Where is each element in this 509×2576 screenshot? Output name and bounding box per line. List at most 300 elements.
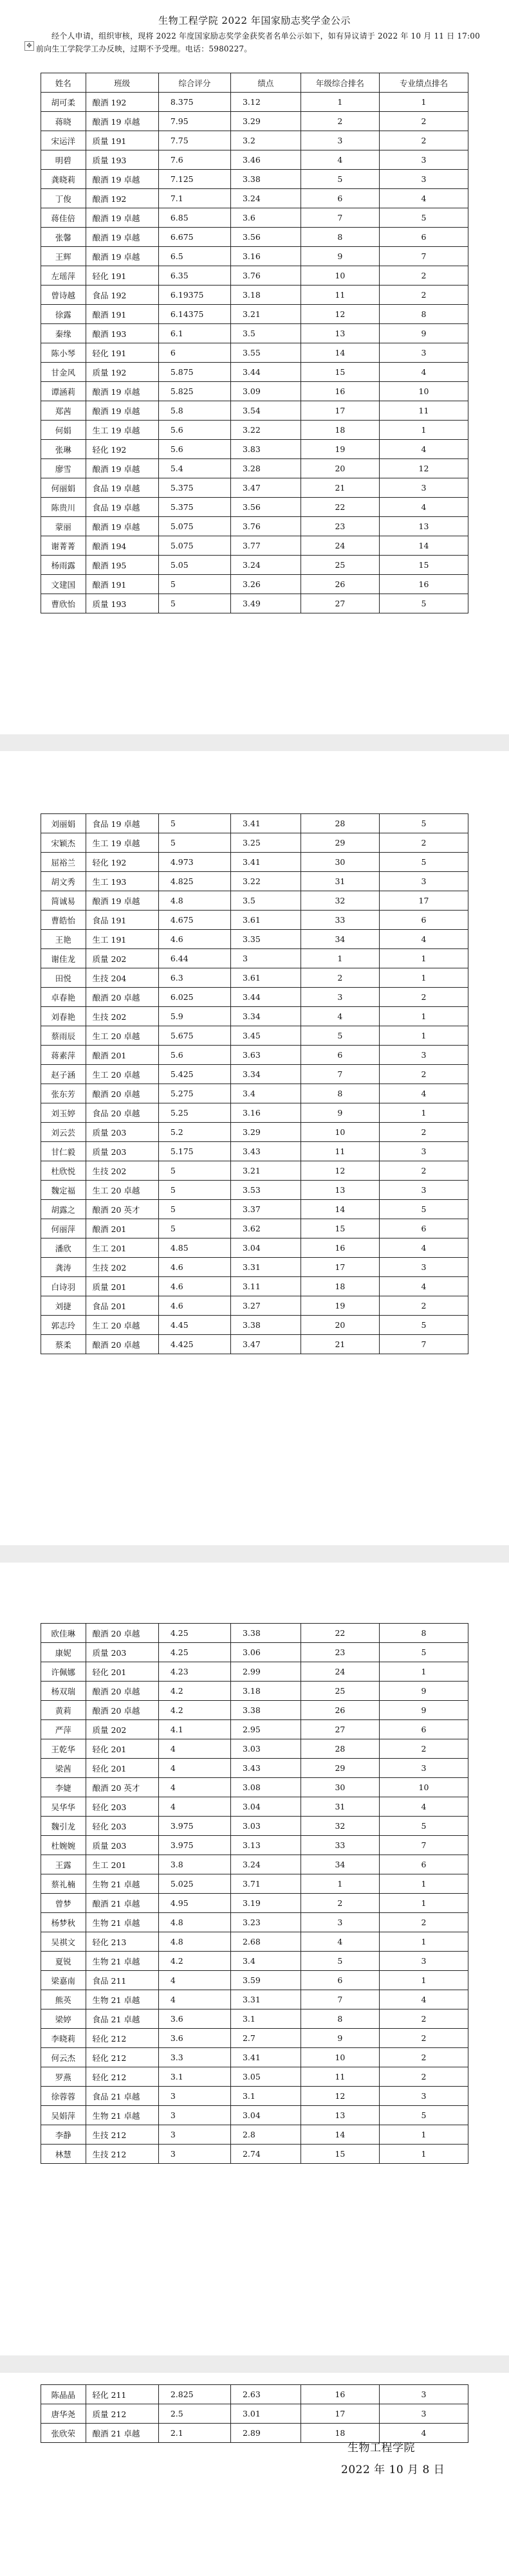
cell-score: 3.1 [158,2067,230,2087]
cell-score: 2.5 [158,2404,230,2424]
cell-major-rank: 3 [380,872,468,891]
cell-grade-rank: 18 [301,421,379,440]
table-row [41,556,468,575]
table-row [41,1739,468,1759]
cell-major-rank: 4 [380,440,468,459]
cell-grade-rank: 13 [301,324,379,343]
table-row [41,208,468,228]
cell-score: 6.1 [158,324,230,343]
cell-score: 3.8 [158,1855,230,1874]
cell-name: 胡可柔 [41,93,86,112]
cell-grade-rank: 16 [301,2385,379,2404]
cell-gpa: 3.16 [230,1103,301,1123]
cell-score: 4.25 [158,1643,230,1662]
cell-name: 唐华尧 [41,2404,86,2424]
cell-score: 5 [158,1200,230,1219]
signature-organization: 生物工程学院 [347,2442,415,2454]
cell-gpa: 3.43 [230,1759,301,1778]
table-row [41,421,468,440]
cell-class: 质量 201 [86,1277,158,1296]
cell-class: 食品 211 [86,1971,158,1990]
cell-name: 梁婷 [41,2009,86,2029]
cell-major-rank: 1 [380,949,468,968]
cell-name: 曾梦 [41,1894,86,1913]
cell-name: 明碧 [41,150,86,170]
cell-name: 张东芳 [41,1084,86,1103]
cell-gpa: 3.01 [230,2404,301,2424]
table-row [41,1874,468,1894]
cell-score: 5 [158,1219,230,1238]
cell-class: 质量 212 [86,2404,158,2424]
table-row [41,382,468,401]
table-row [41,170,468,189]
cell-major-rank: 5 [380,208,468,228]
cell-major-rank: 4 [380,1277,468,1296]
cell-major-rank: 4 [380,498,468,517]
cell-class: 食品 19 卓越 [86,814,158,833]
table-row [41,1335,468,1354]
cell-gpa: 3.54 [230,401,301,421]
table-row [41,594,468,613]
cell-gpa: 3.83 [230,440,301,459]
cell-name: 左瑶萍 [41,266,86,286]
table-row [41,1913,468,1932]
cell-grade-rank: 13 [301,1181,379,1200]
table-row [41,1238,468,1258]
cell-grade-rank: 17 [301,401,379,421]
cell-class: 质量 202 [86,1720,158,1739]
cell-gpa: 3.12 [230,93,301,112]
cell-major-rank: 12 [380,459,468,478]
cell-score: 7.1 [158,189,230,208]
cell-name: 魏引龙 [41,1817,86,1836]
table-row [41,1817,468,1836]
table-row [41,1277,468,1296]
cell-score: 6.675 [158,228,230,247]
cell-name: 蔡雨辰 [41,1026,86,1046]
cell-name: 熊英 [41,1990,86,2009]
cell-major-rank: 5 [380,1316,468,1335]
cell-score: 4 [158,1778,230,1797]
cell-score: 5.075 [158,517,230,536]
cell-grade-rank: 23 [301,1643,379,1662]
table-row [41,1662,468,1682]
cell-name: 张琳 [41,440,86,459]
header-class: 班级 [86,73,158,93]
cell-class: 食品 21 卓越 [86,2087,158,2106]
cell-major-rank: 2 [380,2048,468,2067]
document-title: 生物工程学院 2022 年国家励志奖学金公示 [158,15,351,26]
cell-score: 5.6 [158,440,230,459]
cell-grade-rank: 9 [301,1103,379,1123]
cell-name: 李晓莉 [41,2029,86,2048]
cell-grade-rank: 4 [301,150,379,170]
cell-class: 酿酒 19 卓越 [86,208,158,228]
cell-score: 5.375 [158,478,230,498]
cell-major-rank: 3 [380,1759,468,1778]
table-row [41,1161,468,1181]
cell-gpa: 2.7 [230,2029,301,2048]
cell-score: 4.6 [158,1277,230,1296]
cell-gpa: 3.76 [230,266,301,286]
cell-major-rank: 10 [380,1778,468,1797]
cell-gpa: 3.24 [230,556,301,575]
cell-class: 轻化 213 [86,1932,158,1952]
cell-score: 6.35 [158,266,230,286]
cell-score: 4.8 [158,1932,230,1952]
table-row [41,891,468,911]
cell-grade-rank: 15 [301,2145,379,2164]
cell-name: 王乾华 [41,1739,86,1759]
cell-gpa: 3.2 [230,131,301,150]
cell-gpa: 3.16 [230,247,301,266]
cell-major-rank: 2 [380,1123,468,1142]
cell-score: 5.6 [158,1046,230,1065]
table-row [41,536,468,556]
table-row [41,814,468,833]
table-row [41,247,468,266]
cell-gpa: 3.34 [230,1065,301,1084]
cell-name: 王露 [41,1855,86,1874]
cell-grade-rank: 21 [301,478,379,498]
cell-class: 生工 20 卓越 [86,1026,158,1046]
cell-name: 杜婉婉 [41,1836,86,1855]
cell-major-rank: 3 [380,1952,468,1971]
cell-gpa: 3.41 [230,2048,301,2067]
cell-major-rank: 1 [380,2145,468,2164]
cell-grade-rank: 9 [301,247,379,266]
cell-name: 吴华华 [41,1797,86,1817]
cell-class: 轻化 203 [86,1797,158,1817]
table-row [41,1720,468,1739]
cell-name: 张欣荣 [41,2424,86,2443]
cell-name: 陈贵川 [41,498,86,517]
cell-name: 张馨 [41,228,86,247]
cell-gpa: 2.89 [230,2424,301,2443]
cell-major-rank: 4 [380,1084,468,1103]
cell-class: 酿酒 19 卓越 [86,382,158,401]
cell-score: 3.975 [158,1836,230,1855]
cell-score: 3.3 [158,2048,230,2067]
cell-grade-rank: 1 [301,93,379,112]
cell-name: 刘春艳 [41,1007,86,1026]
cell-score: 8.375 [158,93,230,112]
cell-grade-rank: 11 [301,2067,379,2087]
cell-score: 5.6 [158,421,230,440]
cell-grade-rank: 30 [301,853,379,872]
cell-major-rank: 9 [380,1682,468,1701]
cell-major-rank: 6 [380,1855,468,1874]
cell-name: 宋颖杰 [41,833,86,853]
table-header-row [41,73,468,93]
cell-major-rank: 3 [380,478,468,498]
cell-gpa: 3.59 [230,1971,301,1990]
cell-grade-rank: 8 [301,1084,379,1103]
cell-grade-rank: 4 [301,1007,379,1026]
table-row [41,1219,468,1238]
table-row [41,930,468,949]
table-row [41,1778,468,1797]
cell-major-rank: 2 [380,1739,468,1759]
notice-paragraph: 经个人申请，组织审核，现将 2022 年度国家励志奖学金获奖者名单公示如下，如有异议请于 2022 年 10 月 11 日 17:00 前向生工学院学工办反映，过期不予受理。电话：5980227。 [36,32,480,53]
cell-score: 4.2 [158,1682,230,1701]
cell-score: 4.85 [158,1238,230,1258]
cell-name: 吴娟萍 [41,2106,86,2125]
cell-name: 杨雨露 [41,556,86,575]
cell-gpa: 3.22 [230,872,301,891]
cell-class: 生物 21 卓越 [86,1990,158,2009]
cell-class: 质量 193 [86,594,158,613]
cell-grade-rank: 30 [301,1778,379,1797]
cell-major-rank: 9 [380,324,468,343]
cell-grade-rank: 7 [301,208,379,228]
cell-gpa: 3.44 [230,988,301,1007]
cell-major-rank: 3 [380,1046,468,1065]
cell-grade-rank: 25 [301,556,379,575]
cell-gpa: 3.5 [230,324,301,343]
cell-grade-rank: 16 [301,382,379,401]
cell-major-rank: 4 [380,189,468,208]
cell-grade-rank: 33 [301,1836,379,1855]
table-row [41,363,468,382]
cell-class: 轻化 211 [86,2385,158,2404]
cell-major-rank: 6 [380,1720,468,1739]
cell-class: 酿酒 21 卓越 [86,2424,158,2443]
cell-class: 质量 202 [86,949,158,968]
cell-name: 龚涛 [41,1258,86,1277]
cell-gpa: 3.62 [230,1219,301,1238]
cell-name: 廖雪 [41,459,86,478]
cell-major-rank: 1 [380,1026,468,1046]
cell-grade-rank: 23 [301,517,379,536]
cell-major-rank: 4 [380,363,468,382]
cell-grade-rank: 16 [301,1238,379,1258]
cell-class: 生技 212 [86,2125,158,2145]
cell-score: 5 [158,833,230,853]
cell-gpa: 3.11 [230,1277,301,1296]
cell-score: 5.175 [158,1142,230,1161]
cell-class: 酿酒 20 卓越 [86,1084,158,1103]
cell-gpa: 3.19 [230,1894,301,1913]
cell-class: 生技 204 [86,968,158,988]
cell-score: 3 [158,2106,230,2125]
cell-name: 王艳 [41,930,86,949]
header-gpa: 绩点 [230,73,301,93]
cell-score: 4 [158,1971,230,1990]
cell-class: 酿酒 193 [86,324,158,343]
cell-gpa: 3.46 [230,150,301,170]
cell-major-rank: 1 [380,1103,468,1123]
cell-name: 杜欣悦 [41,1161,86,1181]
cell-gpa: 3.13 [230,1836,301,1855]
table-row [41,1258,468,1277]
cell-grade-rank: 5 [301,170,379,189]
cell-class: 生工 19 卓越 [86,421,158,440]
cell-class: 酿酒 194 [86,536,158,556]
cell-name: 陈晶晶 [41,2385,86,2404]
cell-class: 生工 201 [86,1855,158,1874]
cell-score: 6 [158,343,230,363]
cell-name: 谭涵莉 [41,382,86,401]
cell-grade-rank: 24 [301,536,379,556]
cell-gpa: 2.95 [230,1720,301,1739]
cell-gpa: 3.71 [230,1874,301,1894]
cell-name: 文建国 [41,575,86,594]
cell-name: 何云杰 [41,2048,86,2067]
cell-class: 轻化 203 [86,1817,158,1836]
cell-grade-rank: 22 [301,1624,379,1643]
table-row [41,1759,468,1778]
cell-class: 酿酒 19 卓越 [86,459,158,478]
cell-score: 4.425 [158,1335,230,1354]
cell-score: 7.95 [158,112,230,131]
cell-grade-rank: 2 [301,1894,379,1913]
cell-score: 6.5 [158,247,230,266]
table-row [41,853,468,872]
cell-name: 刘捷 [41,1296,86,1316]
table-row [41,1932,468,1952]
cell-grade-rank: 22 [301,498,379,517]
table-row [41,266,468,286]
table-row [41,324,468,343]
cell-name: 谢菁菁 [41,536,86,556]
cell-major-rank: 1 [380,1007,468,1026]
cell-major-rank: 1 [380,93,468,112]
table-row [41,575,468,594]
cell-score: 5.4 [158,459,230,478]
cell-major-rank: 1 [380,1662,468,1682]
table-row [41,2404,468,2424]
cell-class: 酿酒 201 [86,1046,158,1065]
cell-score: 6.3 [158,968,230,988]
cell-class: 轻化 212 [86,2048,158,2067]
cell-major-rank: 8 [380,305,468,324]
cell-class: 生物 21 卓越 [86,1913,158,1932]
cell-name: 白诗羽 [41,1277,86,1296]
cell-gpa: 3.04 [230,2106,301,2125]
cell-name: 简诚易 [41,891,86,911]
cell-major-rank: 3 [380,2385,468,2404]
cell-score: 4 [158,1739,230,1759]
table-row [41,1797,468,1817]
cell-gpa: 3.6 [230,208,301,228]
cell-class: 食品 19 卓越 [86,498,158,517]
cell-score: 4 [158,1990,230,2009]
cell-class: 生工 20 卓越 [86,1065,158,1084]
cell-name: 李婕 [41,1778,86,1797]
cell-gpa: 3.1 [230,2087,301,2106]
cell-score: 5.275 [158,1084,230,1103]
cell-major-rank: 5 [380,814,468,833]
cell-name: 黄莉 [41,1701,86,1720]
cell-score: 3.975 [158,1817,230,1836]
table-row [41,459,468,478]
cell-class: 酿酒 19 卓越 [86,247,158,266]
cell-grade-rank: 2 [301,112,379,131]
cell-class: 生技 202 [86,1007,158,1026]
cell-major-rank: 7 [380,1335,468,1354]
cell-class: 质量 203 [86,1142,158,1161]
table-row [41,2029,468,2048]
cell-name: 刘玉婷 [41,1103,86,1123]
cell-name: 陈小琴 [41,343,86,363]
cell-name: 郭志玲 [41,1316,86,1335]
cell-gpa: 3.38 [230,170,301,189]
cell-major-rank: 2 [380,2009,468,2029]
cell-score: 5.375 [158,498,230,517]
cell-class: 酿酒 19 卓越 [86,517,158,536]
scholarship-table-page-1 [41,73,468,613]
cell-major-rank: 7 [380,1836,468,1855]
cell-gpa: 3 [230,949,301,968]
cell-name: 宋运洋 [41,131,86,150]
cell-gpa: 3.18 [230,286,301,305]
cell-gpa: 3.38 [230,1624,301,1643]
table-move-handle-icon[interactable]: ✥ [24,41,34,51]
cell-name: 何娟 [41,421,86,440]
cell-major-rank: 5 [380,1817,468,1836]
cell-major-rank: 8 [380,1624,468,1643]
cell-grade-rank: 1 [301,949,379,968]
cell-grade-rank: 31 [301,872,379,891]
cell-name: 蔡柔 [41,1335,86,1354]
table-row [41,1894,468,1913]
cell-grade-rank: 19 [301,1296,379,1316]
cell-name: 潘欣 [41,1238,86,1258]
cell-major-rank: 3 [380,1142,468,1161]
cell-class: 轻化 192 [86,853,158,872]
cell-gpa: 3.06 [230,1643,301,1662]
cell-gpa: 3.63 [230,1046,301,1065]
cell-gpa: 3.76 [230,517,301,536]
table-row [41,1952,468,1971]
cell-class: 生工 20 卓越 [86,1181,158,1200]
table-row [41,517,468,536]
table-row [41,498,468,517]
cell-score: 4.973 [158,853,230,872]
table-row [41,2145,468,2164]
header-major-rank: 专业绩点排名 [380,73,468,93]
cell-class: 轻化 212 [86,2029,158,2048]
table-row [41,1701,468,1720]
cell-class: 酿酒 20 卓越 [86,1624,158,1643]
cell-name: 卓春艳 [41,988,86,1007]
cell-major-rank: 2 [380,112,468,131]
cell-score: 4.6 [158,1296,230,1316]
cell-gpa: 3.37 [230,1200,301,1219]
cell-score: 3.6 [158,2029,230,2048]
cell-gpa: 2.63 [230,2385,301,2404]
cell-score: 4 [158,1759,230,1778]
cell-name: 屈裕兰 [41,853,86,872]
table-row [41,988,468,1007]
cell-class: 轻化 192 [86,440,158,459]
cell-gpa: 3.77 [230,536,301,556]
cell-score: 4.2 [158,1701,230,1720]
cell-major-rank: 3 [380,150,468,170]
cell-major-rank: 14 [380,536,468,556]
signature-date: 2022 年 10 月 8 日 [341,2463,445,2476]
cell-class: 质量 203 [86,1123,158,1142]
header-grade-rank: 年级综合排名 [301,73,379,93]
table-row [41,1007,468,1026]
cell-class: 生工 191 [86,930,158,949]
cell-name: 严萍 [41,1720,86,1739]
cell-grade-rank: 12 [301,1161,379,1181]
cell-major-rank: 2 [380,833,468,853]
cell-major-rank: 10 [380,382,468,401]
cell-class: 轻化 191 [86,343,158,363]
